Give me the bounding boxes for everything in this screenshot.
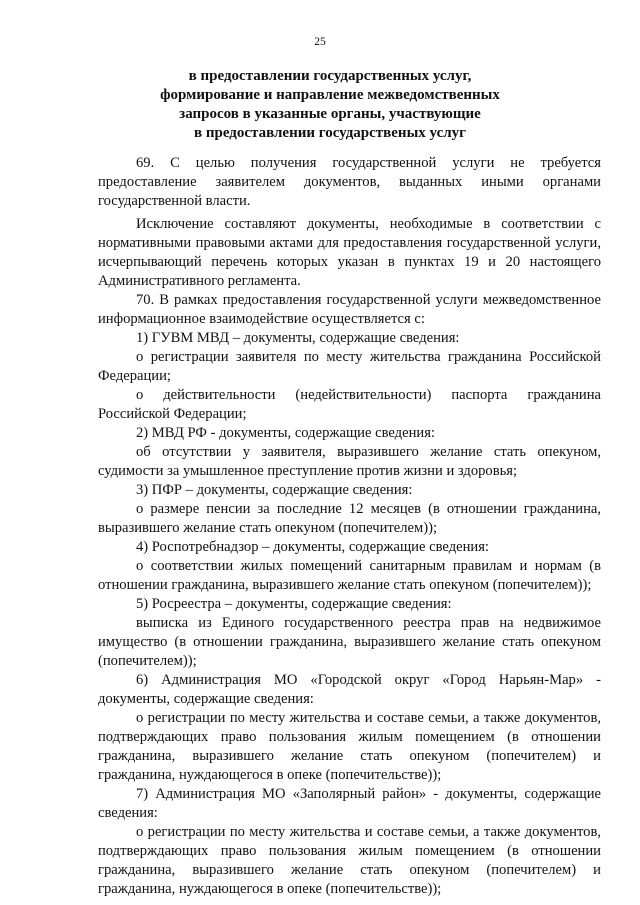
page-number: 25: [314, 36, 326, 48]
paragraph-70: 70. В рамках предоставления государственной услуги межведомственное информационное взаимодействие осуществляется с:: [98, 292, 601, 327]
list-item-pfr: 3) ПФР – документы, содержащие сведения:: [136, 482, 413, 498]
list-item-zapolyarny: 7) Администрация МО «Заполярный район» - документы, содержащие сведения:: [98, 786, 601, 821]
list-subitem: о регистрации по месту жительства и составе семьи, а также документов, подтверждающих право пользования жилым помещением (в отношении гражданина, выразившего желание стать опекуном (попечителем) и гражданина, нуждающегося в опеке (попечительстве));: [98, 824, 601, 897]
paragraph-exception: Исключение составляют документы, необходимые в соответствии с нормативными правовыми актами для предоставления государственной услуги, исчерпывающий перечень которых указан в пунктах 19 и 20 настоящего Административного регламента.: [98, 216, 601, 289]
paragraph-69: 69. С целью получения государственной услуги не требуется предоставление заявителем документов, выданных иными органами государственной власти.: [98, 155, 601, 209]
list-subitem: о соответствии жилых помещений санитарным правилам и нормам (в отношении гражданина, выразившего желание стать опекуном (попечителем));: [98, 558, 601, 593]
list-subitem: о действительности (недействительности) паспорта гражданина Российской Федерации;: [98, 387, 601, 422]
list-subitem: об отсутствии у заявителя, выразившего желание стать опекуном, судимости за умышленное преступление против жизни и здоровья;: [98, 444, 601, 479]
list-item-guvm: 1) ГУВМ МВД – документы, содержащие сведения:: [136, 330, 460, 346]
list-subitem: о размере пенсии за последние 12 месяцев (в отношении гражданина, выразившего желание стать опекуном (попечителем));: [98, 501, 601, 536]
list-item-naryan-mar: 6) Администрация МО «Городской округ «Город Нарьян-Мар» - документы, содержащие сведения:: [98, 672, 601, 707]
section-title-line: запросов в указанные органы, участвующие: [179, 106, 481, 122]
document-body: [98, 154, 601, 899]
list-item-rospotrebnadzor: 4) Роспотребнадзор – документы, содержащие сведения:: [136, 539, 489, 555]
list-subitem: о регистрации по месту жительства и составе семьи, а также документов, подтверждающих право пользования жилым помещением (в отношении гражданина, выразившего желание стать опекуном (попечителем) и гражданина, нуждающегося в опеке (попечительстве));: [98, 710, 601, 783]
section-title-line: в предоставлении государственных услуг,: [188, 68, 472, 84]
section-title-line: в предоставлении государственых услуг: [194, 125, 466, 141]
list-subitem: о регистрации заявителя по месту жительства гражданина Российской Федерации;: [98, 349, 601, 384]
list-item-rosreestr: 5) Росреестра – документы, содержащие сведения:: [136, 596, 452, 612]
list-item-mvd: 2) МВД РФ - документы, содержащие сведения:: [136, 425, 435, 441]
section-title: [60, 67, 600, 143]
section-title-line: формирование и направление межведомственных: [160, 87, 500, 103]
list-subitem: выписка из Единого государственного реестра прав на недвижимое имущество (в отношении гражданина, выразившего желание стать опекуном (попечителем));: [98, 615, 601, 669]
